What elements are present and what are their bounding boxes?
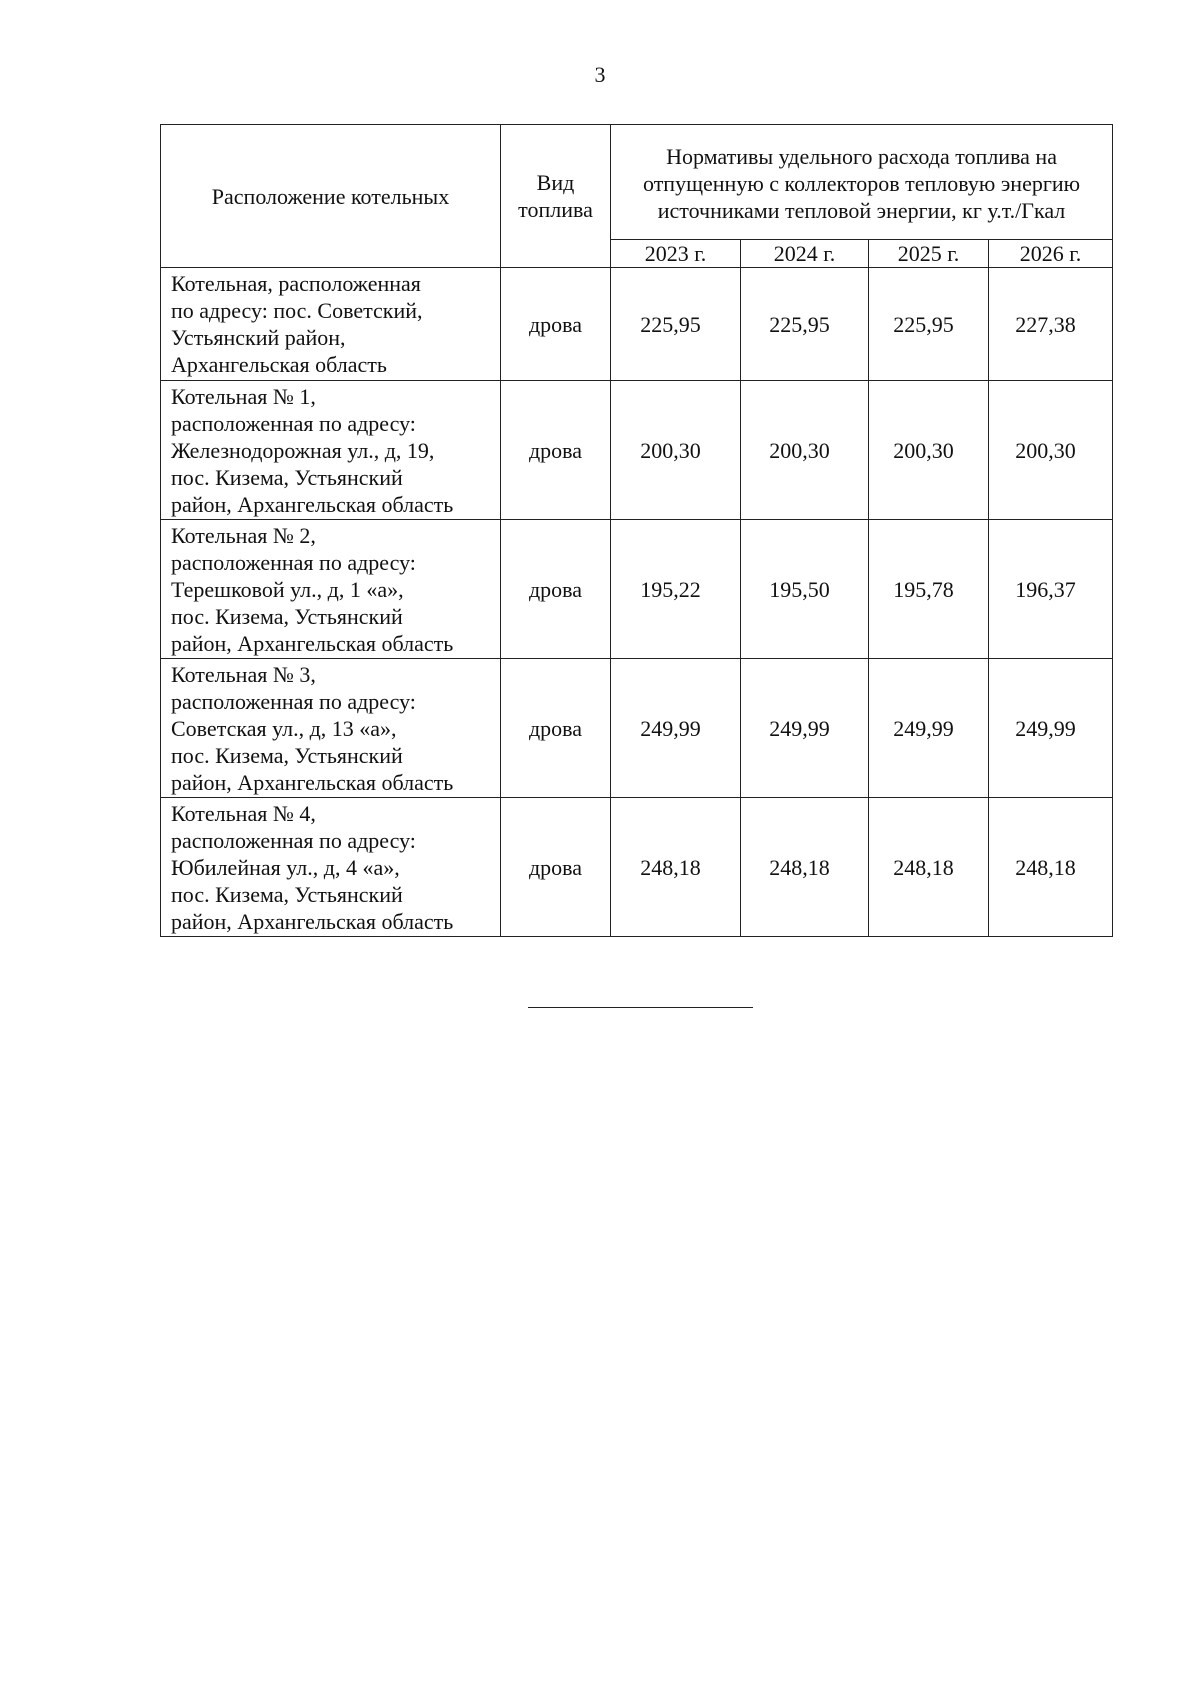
- fuel-type: дрова: [501, 798, 611, 937]
- boiler-location: Котельная № 4, расположенная по адресу: Юбилейная ул., д, 4 «а», пос. Кизема, Устьянский район, Архангельская область: [161, 798, 501, 937]
- boiler-location: Котельная № 2, расположенная по адресу: Терешковой ул., д, 1 «а», пос. Кизема, Устьянский район, Архангельская область: [161, 520, 501, 659]
- norm-2024: 225,95: [741, 268, 869, 381]
- norm-2024: 249,99: [741, 659, 869, 798]
- table-header-row: [161, 125, 1113, 240]
- fuel-type: дрова: [501, 268, 611, 381]
- header-norms: Нормативы удельного расхода топлива на отпущенную с коллекторов тепловую энергию источниками тепловой энергии, кг у.т./Гкал: [611, 125, 1113, 240]
- fuel-type: дрова: [501, 659, 611, 798]
- norm-2023: 200,30: [611, 381, 741, 520]
- norm-2023: 225,95: [611, 268, 741, 381]
- table-row: [161, 520, 1113, 659]
- norm-2024: 248,18: [741, 798, 869, 937]
- norm-2023: 248,18: [611, 798, 741, 937]
- norm-2025: 248,18: [869, 798, 989, 937]
- header-location: Расположение котельных: [161, 125, 501, 268]
- fuel-type: дрова: [501, 520, 611, 659]
- header-year-2026: 2026 г.: [989, 240, 1113, 268]
- header-fuel-type: Вид топлива: [501, 125, 611, 268]
- norm-2023: 249,99: [611, 659, 741, 798]
- header-year-2024: 2024 г.: [741, 240, 869, 268]
- header-year-2023: 2023 г.: [611, 240, 741, 268]
- norm-2026: 249,99: [989, 659, 1113, 798]
- norm-2026: 200,30: [989, 381, 1113, 520]
- table-row: [161, 798, 1113, 937]
- norm-2024: 200,30: [741, 381, 869, 520]
- norm-2025: 200,30: [869, 381, 989, 520]
- end-of-document-rule: [528, 1007, 753, 1008]
- boiler-location: Котельная № 1, расположенная по адресу: Железнодорожная ул., д, 19, пос. Кизема, Устьянский район, Архангельская область: [161, 381, 501, 520]
- norm-2025: 249,99: [869, 659, 989, 798]
- table-row: [161, 381, 1113, 520]
- norm-2026: 196,37: [989, 520, 1113, 659]
- boiler-location: Котельная № 3, расположенная по адресу: Советская ул., д, 13 «а», пос. Кизема, Устьянский район, Архангельская область: [161, 659, 501, 798]
- fuel-type: дрова: [501, 381, 611, 520]
- boiler-location: Котельная, расположенная по адресу: пос. Советский, Устьянский район, Архангельская область: [161, 268, 501, 381]
- norm-2025: 195,78: [869, 520, 989, 659]
- header-year-2025: 2025 г.: [869, 240, 989, 268]
- page-number: 3: [594, 62, 606, 87]
- norm-2023: 195,22: [611, 520, 741, 659]
- table-row: [161, 659, 1113, 798]
- norm-2024: 195,50: [741, 520, 869, 659]
- fuel-norms-table: [160, 124, 1113, 937]
- table-row: [161, 268, 1113, 381]
- norm-2026: 248,18: [989, 798, 1113, 937]
- norm-2025: 225,95: [869, 268, 989, 381]
- norm-2026: 227,38: [989, 268, 1113, 381]
